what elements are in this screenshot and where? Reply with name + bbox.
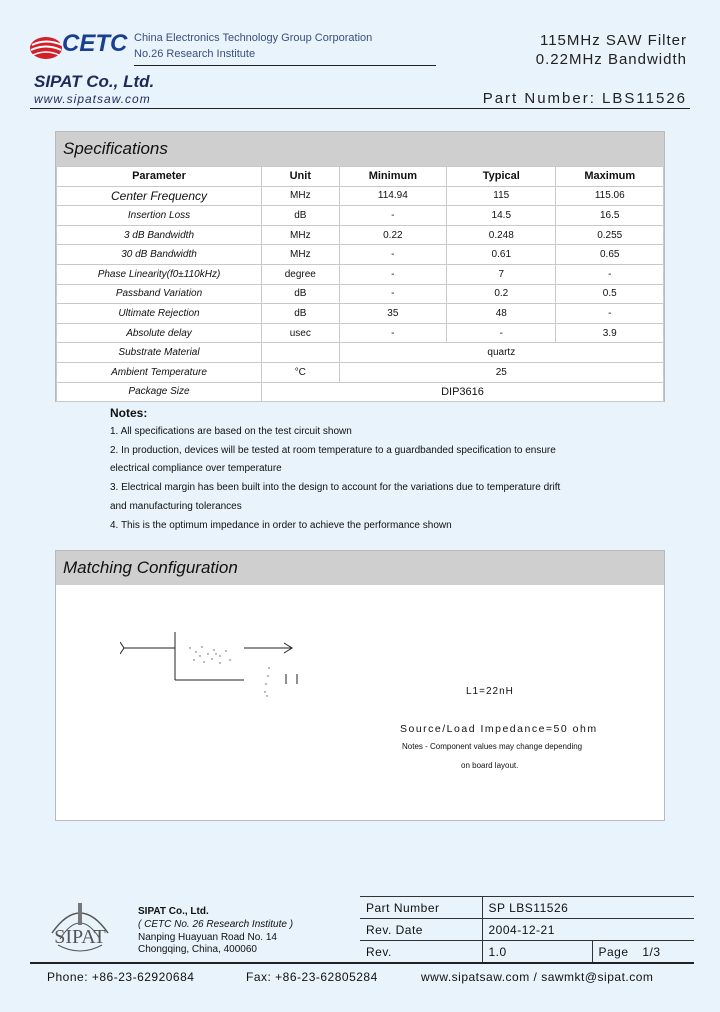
company-name: SIPAT Co., Ltd. — [34, 72, 155, 91]
footer-fax: Fax: +86-23-62805284 — [246, 970, 378, 984]
min-cell: - — [339, 323, 446, 343]
table-row — [57, 245, 664, 265]
min-cell: 114.94 — [339, 186, 446, 206]
column-header: Minimum — [339, 167, 446, 187]
param-cell: Ambient Temperature — [57, 362, 262, 382]
specifications-table — [56, 166, 664, 402]
matching-heading: Matching Configuration — [56, 551, 664, 585]
table-row — [57, 284, 664, 304]
unit-cell: usec — [262, 323, 340, 343]
typ-cell: 0.2 — [447, 284, 556, 304]
unit-cell: MHz — [262, 245, 340, 265]
param-cell: Absolute delay — [57, 323, 262, 343]
column-header: Typical — [447, 167, 556, 187]
min-cell: - — [339, 245, 446, 265]
param-cell: Package Size — [57, 382, 262, 402]
param-cell: Insertion Loss — [57, 206, 262, 226]
param-cell: Ultimate Rejection — [57, 304, 262, 324]
max-cell: - — [556, 304, 664, 324]
company-website[interactable]: www.sipatsaw.com — [34, 92, 151, 106]
part-value: SP LBS11526 — [482, 897, 694, 919]
param-cell: Substrate Material — [57, 343, 262, 363]
matching-note: on board layout. — [461, 761, 519, 770]
table-row — [57, 382, 664, 402]
footer-web-email[interactable]: www.sipatsaw.com / sawmkt@sipat.com — [421, 970, 654, 984]
max-cell: - — [556, 264, 664, 284]
table-row — [57, 225, 664, 245]
date-label: Rev. Date — [360, 919, 482, 941]
min-cell: 35 — [339, 304, 446, 324]
max-cell: 115.06 — [556, 186, 664, 206]
header-rule — [30, 108, 690, 109]
unit-cell: MHz — [262, 225, 340, 245]
table-row — [57, 206, 664, 226]
unit-cell: dB — [262, 284, 340, 304]
table-row — [360, 941, 694, 963]
matching-circuit-diagram — [120, 632, 320, 702]
part-label: Part Number — [360, 897, 482, 919]
table-row — [360, 897, 694, 919]
inductor-value-label: L1=22nH — [466, 686, 514, 697]
max-cell: 0.255 — [556, 225, 664, 245]
unit-cell: dB — [262, 304, 340, 324]
sipat-seal-logo — [30, 899, 130, 957]
table-row — [360, 919, 694, 941]
note-item: electrical compliance over temperature — [110, 463, 282, 475]
typ-cell: 0.61 — [447, 245, 556, 265]
footer-rule — [30, 962, 694, 964]
table-row — [57, 186, 664, 206]
column-header: Parameter — [57, 167, 262, 187]
page-label: Page — [598, 944, 629, 959]
table-header-row — [57, 167, 664, 187]
product-title: 115MHz SAW Filter — [539, 32, 687, 49]
table-row — [57, 323, 664, 343]
note-item: 4. This is the optimum impedance in order to achieve the performance shown — [110, 519, 452, 531]
max-cell: 3.9 — [556, 323, 664, 343]
footer-address: Nanping Huayuan Road No. 14 — [138, 932, 277, 943]
part-number: Part Number: LBS11526 — [482, 90, 687, 107]
table-row — [57, 343, 664, 363]
typ-cell: 0.248 — [447, 225, 556, 245]
typ-cell: 48 — [447, 304, 556, 324]
corp-name: China Electronics Technology Group Corporation — [134, 32, 373, 44]
note-item: and manufacturing tolerances — [110, 500, 242, 512]
note-item: 2. In production, devices will be tested at room temperature to a guardbanded specification to ensure — [110, 444, 556, 456]
table-row — [57, 362, 664, 382]
page-value: 1/3 — [642, 944, 661, 959]
typ-cell: 115 — [447, 186, 556, 206]
seal-text: SIPAT — [54, 926, 106, 948]
footer-city: Chongqing, China, 400060 — [138, 944, 257, 955]
specifications-panel — [55, 131, 665, 402]
unit-cell — [262, 343, 340, 363]
revision-table — [360, 896, 694, 963]
specifications-heading: Specifications — [56, 132, 664, 166]
param-cell: Center Frequency — [57, 186, 262, 206]
value-cell: DIP3616 — [262, 382, 664, 402]
notes-block — [110, 404, 560, 536]
typ-cell: - — [447, 323, 556, 343]
rev-label: Rev. — [360, 941, 482, 963]
param-cell: Phase Linearity(f0±110kHz) — [57, 264, 262, 284]
note-item: 1. All specifications are based on the test circuit shown — [110, 425, 352, 437]
param-cell: Passband Variation — [57, 284, 262, 304]
note-item: 3. Electrical margin has been built into the design to account for the variations due to temperature drift — [110, 482, 561, 494]
product-subtitle: 0.22MHz Bandwidth — [535, 51, 687, 68]
impedance-label: Source/Load Impedance=50 ohm — [400, 723, 598, 735]
header-divider — [134, 65, 436, 66]
typ-cell: 14.5 — [447, 206, 556, 226]
page-cell — [592, 941, 694, 963]
table-row — [57, 264, 664, 284]
min-cell: - — [339, 264, 446, 284]
notes-title: Notes: — [110, 406, 148, 420]
footer-company: SIPAT Co., Ltd. — [138, 906, 209, 917]
max-cell: 0.65 — [556, 245, 664, 265]
footer-phone: Phone: +86-23-62920684 — [47, 970, 195, 984]
param-cell: 30 dB Bandwidth — [57, 245, 262, 265]
min-cell: - — [339, 206, 446, 226]
max-cell: 0.5 — [556, 284, 664, 304]
footer-institute: ( CETC No. 26 Research Institute ) — [138, 919, 294, 930]
min-cell: 0.22 — [339, 225, 446, 245]
value-cell: quartz — [339, 343, 663, 363]
param-cell: 3 dB Bandwidth — [57, 225, 262, 245]
value-cell: 25 — [339, 362, 663, 382]
table-row — [57, 304, 664, 324]
unit-cell: degree — [262, 264, 340, 284]
max-cell: 16.5 — [556, 206, 664, 226]
column-header: Unit — [262, 167, 340, 187]
cetc-logo-text: CETC — [62, 30, 128, 57]
unit-cell: dB — [262, 206, 340, 226]
matching-note: Notes - Component values may change depending — [402, 742, 583, 751]
unit-cell: MHz — [262, 186, 340, 206]
institute-name: No.26 Research Institute — [134, 48, 256, 60]
rev-value: 1.0 — [482, 941, 592, 963]
min-cell: - — [339, 284, 446, 304]
date-value: 2004-12-21 — [482, 919, 694, 941]
typ-cell: 7 — [447, 264, 556, 284]
unit-cell: °C — [262, 362, 340, 382]
column-header: Maximum — [556, 167, 664, 187]
